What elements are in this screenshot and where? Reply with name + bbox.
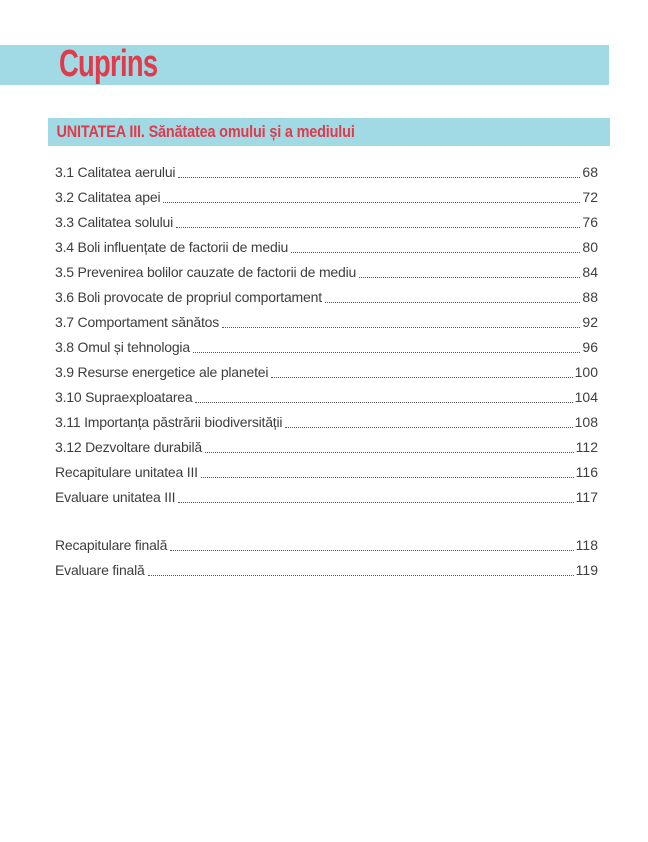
toc-entry-page: 72: [582, 189, 598, 205]
toc-entry: [55, 185, 598, 210]
page-title: Cuprins: [59, 43, 158, 85]
dotted-leader: [271, 377, 572, 378]
toc-entry-label: Evaluare finală: [55, 562, 145, 578]
toc-entry: [55, 385, 598, 410]
toc-entry: [55, 533, 598, 558]
unit-heading: UNITATEA III. Sănătatea omului și a mediului: [56, 122, 355, 141]
toc-entry: [55, 160, 598, 185]
dotted-leader: [176, 227, 580, 228]
dotted-leader: [205, 452, 574, 453]
toc-entry: [55, 235, 598, 260]
toc-entry-label: 3.2 Calitatea apei: [55, 189, 161, 205]
toc-entry: [55, 410, 598, 435]
dotted-leader: [285, 427, 572, 428]
toc-entry-page: 112: [575, 439, 598, 455]
toc-entry-page: 96: [582, 339, 598, 355]
dotted-leader: [178, 502, 573, 503]
toc-entry: [55, 485, 598, 510]
toc-entry-page: 68: [582, 164, 598, 180]
toc-entry: [55, 460, 598, 485]
toc-entry-label: Evaluare unitatea III: [55, 489, 176, 505]
toc-entry-label: Recapitulare unitatea III: [55, 464, 198, 480]
toc-entry-label: 3.4 Boli influențate de factorii de mediu: [55, 239, 289, 255]
toc-entry-label: 3.3 Calitatea solului: [55, 214, 173, 230]
dotted-leader: [163, 202, 580, 203]
toc-entry-page: 108: [574, 414, 598, 430]
toc-entry-label: 3.9 Resurse energetice ale planetei: [55, 364, 269, 380]
toc-entry-label: 3.7 Comportament sănătos: [55, 314, 220, 330]
dotted-leader: [325, 302, 581, 303]
dotted-leader: [178, 177, 580, 178]
title-bar: [0, 45, 609, 85]
toc-entry-page: 104: [574, 389, 598, 405]
toc-entry-page: 100: [574, 364, 598, 380]
toc-entry-page: 117: [575, 489, 598, 505]
dotted-leader: [193, 352, 581, 353]
dotted-leader: [170, 550, 574, 551]
toc-entry: [55, 310, 598, 335]
unit-heading-banner: [48, 118, 610, 146]
toc-entry-page: 88: [582, 289, 598, 305]
toc-entry-label: 3.5 Prevenirea bolilor cauzate de factorii de mediu: [55, 264, 357, 280]
toc-entry-page: 84: [582, 264, 598, 280]
toc-entry-label: 3.11 Importanța păstrării biodiversității: [55, 414, 283, 430]
toc-list: [55, 160, 598, 583]
dotted-leader: [291, 252, 580, 253]
toc-entry: [55, 435, 598, 460]
toc-entry-page: 92: [582, 314, 598, 330]
toc-entry-label: 3.1 Calitatea aerului: [55, 164, 176, 180]
toc-section-gap: [55, 510, 598, 533]
toc-final-section: [55, 533, 598, 583]
toc-entry-label: 3.12 Dezvoltare durabilă: [55, 439, 202, 455]
dotted-leader: [195, 402, 572, 403]
toc-entry-page: 80: [582, 239, 598, 255]
dotted-leader: [359, 277, 580, 278]
toc-entry: [55, 558, 598, 583]
toc-entry: [55, 285, 598, 310]
toc-entry-page: 118: [575, 537, 598, 553]
toc-entry: [55, 260, 598, 285]
dotted-leader: [222, 327, 580, 328]
toc-entry-label: 3.6 Boli provocate de propriul comportament: [55, 289, 322, 305]
toc-entry: [55, 360, 598, 385]
toc-main-section: [55, 160, 598, 510]
dotted-leader: [201, 477, 574, 478]
toc-entry-page: 116: [575, 464, 598, 480]
toc-entry-page: 119: [575, 562, 598, 578]
toc-entry: [55, 210, 598, 235]
toc-entry: [55, 335, 598, 360]
toc-entry-label: 3.10 Supraexploatarea: [55, 389, 193, 405]
toc-entry-label: Recapitulare finală: [55, 537, 168, 553]
toc-entry-label: 3.8 Omul și tehnologia: [55, 339, 190, 355]
dotted-leader: [148, 575, 574, 576]
toc-entry-page: 76: [582, 214, 598, 230]
